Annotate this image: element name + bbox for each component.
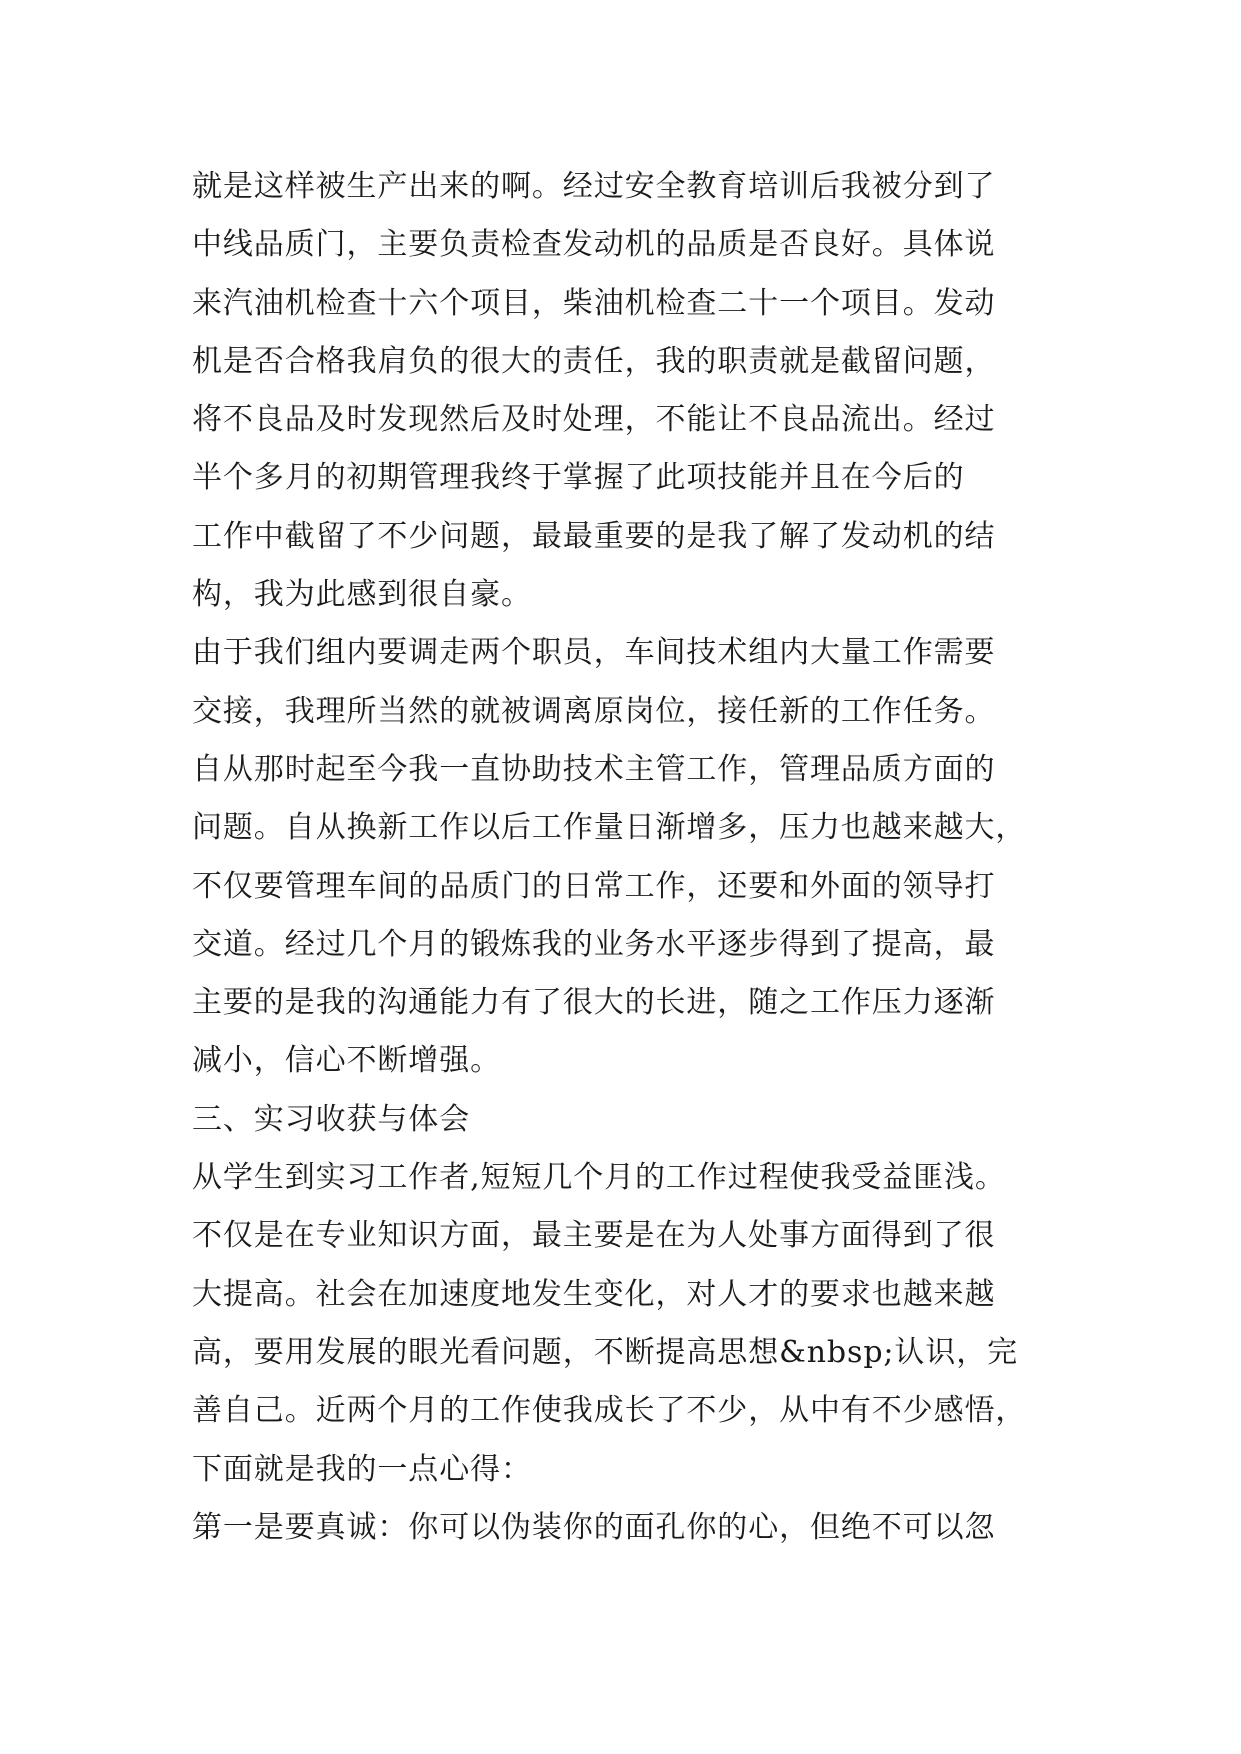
text-line: 来汽油机检查十六个项目，柴油机检查二十一个项目。发动 xyxy=(192,285,996,321)
text-line: 下面就是我的一点心得： xyxy=(192,1451,532,1487)
text-line: 机是否合格我肩负的很大的责任，我的职责就是截留问题， xyxy=(192,343,996,379)
text-line: 自从那时起至今我一直协助技术主管工作，管理品质方面的 xyxy=(192,751,996,787)
text-line: 从学生到实习工作者,短短几个月的工作过程使我受益匪浅。 xyxy=(192,1160,1006,1196)
text-line: 中线品质门，主要负责检查发动机的品质是否良好。具体说 xyxy=(192,227,996,263)
text-line: 就是这样被生产出来的啊。经过安全教育培训后我被分到了 xyxy=(192,169,996,204)
text-line: 交接，我理所当然的就被调离原岗位，接任新的工作任务。 xyxy=(192,693,996,729)
text-line: 不仅要管理车间的品质门的日常工作，还要和外面的领导打 xyxy=(192,868,996,904)
body-text xyxy=(192,158,1072,1557)
text-line: 大提高。社会在加速度地发生变化，对人才的要求也越来越 xyxy=(192,1276,996,1312)
text-line: 工作中截留了不少问题，最最重要的是我了解了发动机的结 xyxy=(192,518,996,554)
text-line: 由于我们组内要调走两个职员，车间技术组内大量工作需要 xyxy=(192,635,996,671)
text-line: 交道。经过几个月的锻炼我的业务水平逐步得到了提高，最 xyxy=(192,926,996,962)
text-line: 将不良品及时发现然后及时处理，不能让不良品流出。经过 xyxy=(192,402,996,438)
text-line: 善自己。近两个月的工作使我成长了不少，从中有不少感悟， xyxy=(192,1393,1027,1429)
text-line: 减小，信心不断增强。 xyxy=(192,1043,501,1079)
text-line: 半个多月的初期管理我终于掌握了此项技能并且在今后的 xyxy=(192,460,965,496)
text-line: 高，要用发展的眼光看问题，不断提高思想&nbsp;认识，完 xyxy=(192,1334,1019,1370)
section-heading: 三、实习收获与体会 xyxy=(192,1101,471,1137)
text-line: 问题。自从换新工作以后工作量日渐增多，压力也越来越大， xyxy=(192,810,1027,846)
text-line: 不仅是在专业知识方面，最主要是在为人处事方面得到了很 xyxy=(192,1218,996,1254)
text-line: 构，我为此感到很自豪。 xyxy=(192,577,532,613)
text-line: 主要的是我的沟通能力有了很大的长进，随之工作压力逐渐 xyxy=(192,985,996,1021)
text-line: 第一是要真诚：你可以伪装你的面孔你的心，但绝不可以忽 xyxy=(192,1509,996,1545)
